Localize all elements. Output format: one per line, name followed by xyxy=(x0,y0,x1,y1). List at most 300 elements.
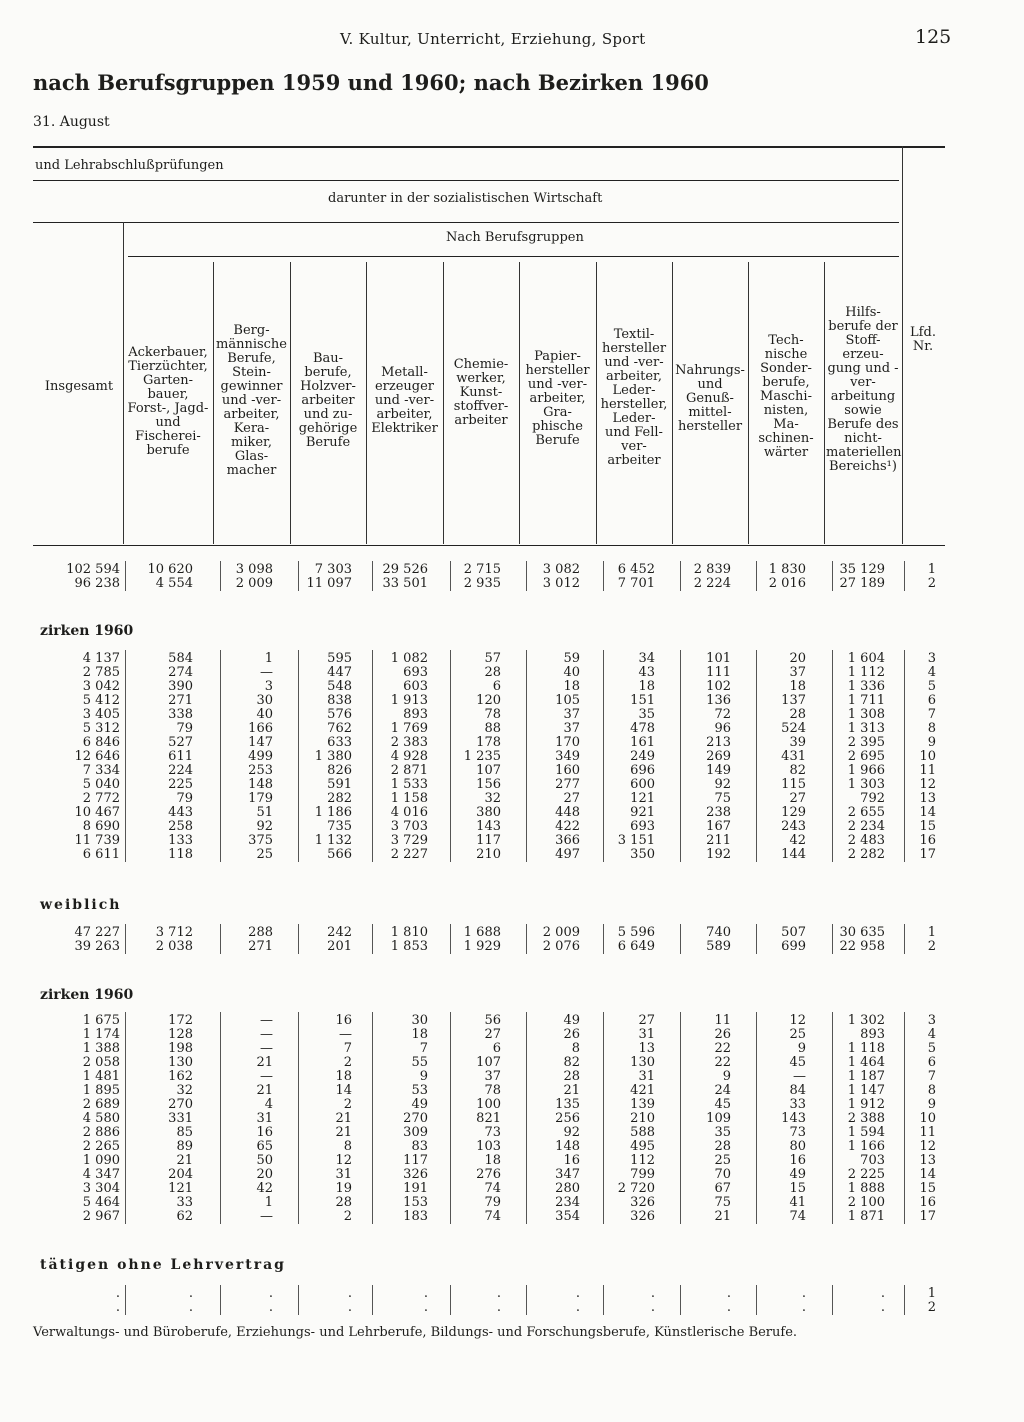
table-cell: . xyxy=(650,1286,655,1301)
column-separator xyxy=(298,1012,299,1224)
table-cell: 9 xyxy=(419,1069,428,1084)
header-socialist-label: darunter in der sozialistischen Wirtschaft xyxy=(328,191,603,206)
column-separator xyxy=(372,1285,373,1315)
table-cell: . xyxy=(496,1286,501,1301)
column-separator xyxy=(125,924,126,954)
table-cell: 3 151 xyxy=(617,833,655,848)
table-cell: 67 xyxy=(714,1181,731,1196)
table-cell: 28 xyxy=(789,707,806,722)
table-cell: 6 xyxy=(492,1041,501,1056)
column-separator xyxy=(220,924,221,954)
table-cell: 129 xyxy=(781,805,806,820)
table-row xyxy=(0,820,1024,834)
table-cell: 2 886 xyxy=(82,1125,120,1140)
table-cell: 3 729 xyxy=(390,833,428,848)
table-cell: 3 098 xyxy=(235,562,273,577)
column-separator xyxy=(904,1285,905,1315)
table-cell: 1 830 xyxy=(768,562,806,577)
table-row xyxy=(0,792,1024,806)
table-cell: . xyxy=(268,1286,273,1301)
table-cell: 6 452 xyxy=(617,562,655,577)
table-cell: 1 187 xyxy=(847,1069,885,1084)
table-cell: 65 xyxy=(256,1139,273,1154)
table-cell: 3 012 xyxy=(542,576,580,591)
table-row xyxy=(0,940,1024,954)
row-number: 6 xyxy=(927,693,936,708)
table-cell: 25 xyxy=(789,1027,806,1042)
table-cell: . xyxy=(801,1286,806,1301)
column-separator xyxy=(756,561,757,591)
table-cell: 2 009 xyxy=(235,576,273,591)
section-label-bezirke: zirken 1960 xyxy=(40,623,134,639)
table-cell: 143 xyxy=(781,1111,806,1126)
header-group-label: und Lehrabschlußprüfungen xyxy=(35,158,224,173)
table-cell: 41 xyxy=(789,1195,806,1210)
table-cell: 309 xyxy=(403,1125,428,1140)
row-number: 14 xyxy=(919,1167,936,1182)
table-cell: 96 238 xyxy=(74,576,120,591)
table-cell: 33 xyxy=(789,1097,806,1112)
table-cell: 144 xyxy=(781,847,806,862)
table-cell: 82 xyxy=(563,1055,580,1070)
table-row xyxy=(0,1168,1024,1182)
table-cell: 92 xyxy=(563,1125,580,1140)
table-cell: 53 xyxy=(411,1083,428,1098)
table-cell: 1 147 xyxy=(847,1083,885,1098)
table-cell: 524 xyxy=(781,721,806,736)
table-cell: 139 xyxy=(630,1097,655,1112)
table-cell: 210 xyxy=(630,1111,655,1126)
table-cell: 100 xyxy=(476,1097,501,1112)
table-cell: 270 xyxy=(403,1111,428,1126)
table-cell: 51 xyxy=(256,805,273,820)
footnote: Verwaltungs- und Büroberufe, Erziehungs- und Lehrberufe, Bildungs- und Forschungsberufe, Künstlerische Berufe. xyxy=(33,1325,798,1340)
table-cell: 633 xyxy=(327,735,352,750)
table-cell: 42 xyxy=(789,833,806,848)
table-cell: 101 xyxy=(706,651,731,666)
table-cell: 30 635 xyxy=(839,925,885,940)
column-separator xyxy=(372,650,373,862)
table-cell: 591 xyxy=(327,777,352,792)
table-cell: 28 xyxy=(484,665,501,680)
table-cell: 1 118 xyxy=(847,1041,885,1056)
table-cell: 20 xyxy=(256,1167,273,1182)
table-cell: 37 xyxy=(563,707,580,722)
table-cell: 1 158 xyxy=(390,791,428,806)
column-separator xyxy=(450,561,451,591)
table-cell: 740 xyxy=(706,925,731,940)
table-row xyxy=(0,666,1024,680)
table-cell: 170 xyxy=(555,735,580,750)
column-separator xyxy=(298,650,299,862)
table-cell: 16 xyxy=(256,1125,273,1140)
table-cell: 495 xyxy=(630,1139,655,1154)
table-cell: 143 xyxy=(476,819,501,834)
table-cell: 22 xyxy=(714,1041,731,1056)
table-cell: 92 xyxy=(714,777,731,792)
table-cell: 2 016 xyxy=(768,576,806,591)
table-cell: 366 xyxy=(555,833,580,848)
table-cell: 269 xyxy=(706,749,731,764)
table-row xyxy=(0,764,1024,778)
table-cell: . xyxy=(801,1300,806,1315)
table-row xyxy=(0,1098,1024,1112)
table-cell: 120 xyxy=(476,693,501,708)
table-cell: 1 132 xyxy=(314,833,352,848)
column-header: Insgesamt xyxy=(44,379,114,394)
table-row xyxy=(0,1182,1024,1196)
table-cell: 5 596 xyxy=(617,925,655,940)
table-cell: 75 xyxy=(714,791,731,806)
table-cell: . xyxy=(726,1300,731,1315)
column-separator xyxy=(372,1012,373,1224)
table-cell: 78 xyxy=(484,707,501,722)
table-cell: 2 695 xyxy=(847,749,885,764)
table-cell: 88 xyxy=(484,721,501,736)
table-cell: 14 xyxy=(335,1083,352,1098)
table-cell: 448 xyxy=(555,805,580,820)
row-number: 3 xyxy=(927,651,936,666)
table-cell: 192 xyxy=(706,847,731,862)
table-cell: 28 xyxy=(714,1139,731,1154)
table-cell: 6 xyxy=(492,679,501,694)
table-cell: 49 xyxy=(789,1167,806,1182)
table-cell: 107 xyxy=(476,1055,501,1070)
table-cell: 2 935 xyxy=(463,576,501,591)
table-cell: 18 xyxy=(484,1153,501,1168)
table-cell: 282 xyxy=(327,791,352,806)
table-cell: 1 166 xyxy=(847,1139,885,1154)
table-row xyxy=(0,1301,1024,1315)
table-cell: 548 xyxy=(327,679,352,694)
rule-group xyxy=(33,180,899,181)
row-number: 7 xyxy=(927,707,936,722)
row-number: 1 xyxy=(927,925,936,940)
table-cell: 21 xyxy=(256,1055,273,1070)
table-cell: 21 xyxy=(256,1083,273,1098)
table-cell: 149 xyxy=(706,763,731,778)
table-cell: . xyxy=(575,1286,580,1301)
table-cell: 25 xyxy=(256,847,273,862)
table-cell: — xyxy=(793,1069,806,1084)
column-separator xyxy=(298,924,299,954)
table-cell: 24 xyxy=(714,1083,731,1098)
table-cell: 7 xyxy=(343,1041,352,1056)
row-number: 5 xyxy=(927,679,936,694)
row-number: 17 xyxy=(919,847,936,862)
column-separator xyxy=(372,561,373,591)
table-cell: . xyxy=(115,1300,120,1315)
table-cell: 1 853 xyxy=(390,939,428,954)
column-separator xyxy=(832,924,833,954)
table-cell: 1 871 xyxy=(847,1209,885,1224)
table-cell: 121 xyxy=(168,1181,193,1196)
table-cell: 6 846 xyxy=(82,735,120,750)
table-cell: 18 xyxy=(563,679,580,694)
row-number: 17 xyxy=(919,1209,936,1224)
table-cell: 9 xyxy=(797,1041,806,1056)
table-row xyxy=(0,1287,1024,1301)
table-cell: 2 282 xyxy=(847,847,885,862)
table-cell: 198 xyxy=(168,1041,193,1056)
table-cell: 121 xyxy=(630,791,655,806)
table-cell: 89 xyxy=(176,1139,193,1154)
table-cell: 8 xyxy=(571,1041,580,1056)
table-cell: 35 xyxy=(638,707,655,722)
insgesamt-divider xyxy=(123,222,124,544)
col-divider xyxy=(519,262,520,544)
table-cell: 22 958 xyxy=(839,939,885,954)
table-cell: 354 xyxy=(555,1209,580,1224)
column-separator xyxy=(526,1012,527,1224)
table-cell: 326 xyxy=(630,1209,655,1224)
row-number: 15 xyxy=(919,819,936,834)
table-cell: 26 xyxy=(714,1027,731,1042)
row-number: 16 xyxy=(919,833,936,848)
table-cell: . xyxy=(880,1300,885,1315)
table-cell: 179 xyxy=(248,791,273,806)
row-number: 4 xyxy=(927,665,936,680)
table-cell: 2 871 xyxy=(390,763,428,778)
table-cell: — xyxy=(260,1027,273,1042)
table-cell: 2 xyxy=(343,1097,352,1112)
table-cell: 699 xyxy=(781,939,806,954)
table-cell: 1 082 xyxy=(390,651,428,666)
table-cell: 21 xyxy=(335,1111,352,1126)
column-separator xyxy=(125,1012,126,1224)
table-cell: 11 739 xyxy=(74,833,120,848)
table-cell: — xyxy=(260,1013,273,1028)
table-cell: 4 928 xyxy=(390,749,428,764)
table-cell: 59 xyxy=(563,651,580,666)
table-cell: 27 xyxy=(789,791,806,806)
table-cell: 1 594 xyxy=(847,1125,885,1140)
column-separator xyxy=(450,1012,451,1224)
table-cell: 3 304 xyxy=(82,1181,120,1196)
table-cell: 338 xyxy=(168,707,193,722)
table-cell: 47 227 xyxy=(74,925,120,940)
table-cell: 2 058 xyxy=(82,1055,120,1070)
table-cell: 431 xyxy=(781,749,806,764)
col-divider xyxy=(672,262,673,544)
table-cell: 507 xyxy=(781,925,806,940)
table-cell: 447 xyxy=(327,665,352,680)
col-divider xyxy=(213,262,214,544)
table-cell: 5 312 xyxy=(82,721,120,736)
table-cell: 443 xyxy=(168,805,193,820)
column-separator xyxy=(680,1012,681,1224)
table-cell: 1 688 xyxy=(463,925,501,940)
table-row xyxy=(0,926,1024,940)
table-cell: 28 xyxy=(563,1069,580,1084)
row-number: 9 xyxy=(927,1097,936,1112)
table-cell: 79 xyxy=(176,721,193,736)
table-cell: 73 xyxy=(789,1125,806,1140)
table-cell: 243 xyxy=(781,819,806,834)
table-cell: 1 966 xyxy=(847,763,885,778)
table-cell: . xyxy=(496,1300,501,1315)
table-cell: 102 xyxy=(706,679,731,694)
table-cell: 1 303 xyxy=(847,777,885,792)
table-cell: . xyxy=(347,1300,352,1315)
table-cell: 2 772 xyxy=(82,791,120,806)
table-cell: 2 839 xyxy=(693,562,731,577)
table-cell: . xyxy=(268,1300,273,1315)
table-cell: 588 xyxy=(630,1125,655,1140)
table-cell: 497 xyxy=(555,847,580,862)
page-title: nach Berufsgruppen 1959 und 1960; nach Bezirken 1960 xyxy=(33,70,709,95)
table-cell: 600 xyxy=(630,777,655,792)
table-cell: 1 xyxy=(264,1195,273,1210)
table-cell: 115 xyxy=(781,777,806,792)
row-number: 14 xyxy=(919,805,936,820)
table-cell: 10 467 xyxy=(74,805,120,820)
table-cell: 18 xyxy=(638,679,655,694)
column-separator xyxy=(220,1285,221,1315)
table-cell: 35 129 xyxy=(839,562,885,577)
table-cell: 161 xyxy=(630,735,655,750)
table-cell: 821 xyxy=(476,1111,501,1126)
row-number: 16 xyxy=(919,1195,936,1210)
row-number: 7 xyxy=(927,1069,936,1084)
table-cell: 253 xyxy=(248,763,273,778)
column-separator xyxy=(680,924,681,954)
table-row xyxy=(0,652,1024,666)
table-cell: 21 xyxy=(563,1083,580,1098)
column-separator xyxy=(603,1012,604,1224)
table-cell: 584 xyxy=(168,651,193,666)
column-separator xyxy=(904,1012,905,1224)
column-separator xyxy=(603,1285,604,1315)
table-cell: . xyxy=(115,1286,120,1301)
table-cell: 27 189 xyxy=(839,576,885,591)
table-cell: 2 076 xyxy=(542,939,580,954)
table-cell: 29 526 xyxy=(382,562,428,577)
row-number: 3 xyxy=(927,1013,936,1028)
table-cell: 478 xyxy=(630,721,655,736)
column-separator xyxy=(904,924,905,954)
table-cell: 6 611 xyxy=(82,847,120,862)
table-cell: 349 xyxy=(555,749,580,764)
table-cell: 12 xyxy=(335,1153,352,1168)
table-cell: 799 xyxy=(630,1167,655,1182)
table-cell: 213 xyxy=(706,735,731,750)
table-cell: 1 186 xyxy=(314,805,352,820)
table-cell: 271 xyxy=(168,693,193,708)
table-cell: 792 xyxy=(860,791,885,806)
table-cell: 21 xyxy=(176,1153,193,1168)
table-cell: 2 265 xyxy=(82,1139,120,1154)
table-cell: — xyxy=(260,1069,273,1084)
table-row xyxy=(0,1154,1024,1168)
table-cell: 350 xyxy=(630,847,655,862)
table-cell: 1 888 xyxy=(847,1181,885,1196)
table-cell: . xyxy=(650,1300,655,1315)
table-cell: 31 xyxy=(256,1111,273,1126)
table-cell: 191 xyxy=(403,1181,428,1196)
rule-socialist xyxy=(33,222,899,223)
row-number: 12 xyxy=(919,1139,936,1154)
table-cell: 2 388 xyxy=(847,1111,885,1126)
table-cell: 256 xyxy=(555,1111,580,1126)
table-cell: 1 769 xyxy=(390,721,428,736)
table-cell: 2 100 xyxy=(847,1195,885,1210)
column-separator xyxy=(603,650,604,862)
table-cell: 326 xyxy=(403,1167,428,1182)
table-cell: 2 227 xyxy=(390,847,428,862)
table-cell: 1 235 xyxy=(463,749,501,764)
table-cell: 2 xyxy=(343,1209,352,1224)
table-cell: 18 xyxy=(789,679,806,694)
table-cell: 422 xyxy=(555,819,580,834)
column-header: Ackerbauer, Tierzüchter, Garten- bauer, Forst-, Jagd- und Fischerei- berufe xyxy=(127,345,209,458)
column-separator xyxy=(832,650,833,862)
column-separator xyxy=(603,561,604,591)
table-cell: 210 xyxy=(476,847,501,862)
col-divider xyxy=(596,262,597,544)
table-cell: 102 594 xyxy=(66,562,120,577)
table-cell: 16 xyxy=(335,1013,352,1028)
table-cell: 249 xyxy=(630,749,655,764)
table-row xyxy=(0,694,1024,708)
table-cell: 595 xyxy=(327,651,352,666)
table-row xyxy=(0,1112,1024,1126)
table-cell: 11 097 xyxy=(306,576,352,591)
table-cell: 40 xyxy=(563,665,580,680)
column-separator xyxy=(220,650,221,862)
col-divider xyxy=(366,262,367,544)
table-cell: 109 xyxy=(706,1111,731,1126)
table-cell: 84 xyxy=(789,1083,806,1098)
column-header-lfd: Lfd. Nr. xyxy=(910,325,936,354)
table-cell: 3 703 xyxy=(390,819,428,834)
table-cell: 37 xyxy=(484,1069,501,1084)
table-cell: 30 xyxy=(411,1013,428,1028)
table-cell: 50 xyxy=(256,1153,273,1168)
column-header: Textil- hersteller und -ver- arbeiter, Leder- hersteller, Leder- und Fell- ver- arbeiter xyxy=(600,327,668,468)
section-label-ohne-lehrvertrag: tätigen ohne Lehrvertrag xyxy=(40,1257,286,1273)
table-row xyxy=(0,750,1024,764)
table-cell: 148 xyxy=(248,777,273,792)
table-cell: 148 xyxy=(555,1139,580,1154)
table-cell: 15 xyxy=(789,1181,806,1196)
table-cell: 1 464 xyxy=(847,1055,885,1070)
table-cell: 83 xyxy=(411,1139,428,1154)
row-number: 15 xyxy=(919,1181,936,1196)
table-row xyxy=(0,563,1024,577)
table-cell: 1 302 xyxy=(847,1013,885,1028)
row-number: 6 xyxy=(927,1055,936,1070)
table-cell: 1 481 xyxy=(82,1069,120,1084)
column-header: Hilfs- berufe der Stoff- erzeu- gung und -ver- arbeitung sowie Berufe des nicht- materiellen Bereichs¹) xyxy=(826,305,902,474)
table-cell: 74 xyxy=(484,1209,501,1224)
table-cell: 576 xyxy=(327,707,352,722)
column-separator xyxy=(832,561,833,591)
table-cell: 172 xyxy=(168,1013,193,1028)
table-cell: 31 xyxy=(335,1167,352,1182)
table-cell: . xyxy=(423,1286,428,1301)
table-row xyxy=(0,1056,1024,1070)
table-cell: 921 xyxy=(630,805,655,820)
table-cell: 277 xyxy=(555,777,580,792)
table-row xyxy=(0,577,1024,591)
table-cell: 45 xyxy=(789,1055,806,1070)
table-cell: 6 649 xyxy=(617,939,655,954)
table-cell: 5 464 xyxy=(82,1195,120,1210)
table-row xyxy=(0,722,1024,736)
table-cell: 5 040 xyxy=(82,777,120,792)
column-separator xyxy=(526,561,527,591)
